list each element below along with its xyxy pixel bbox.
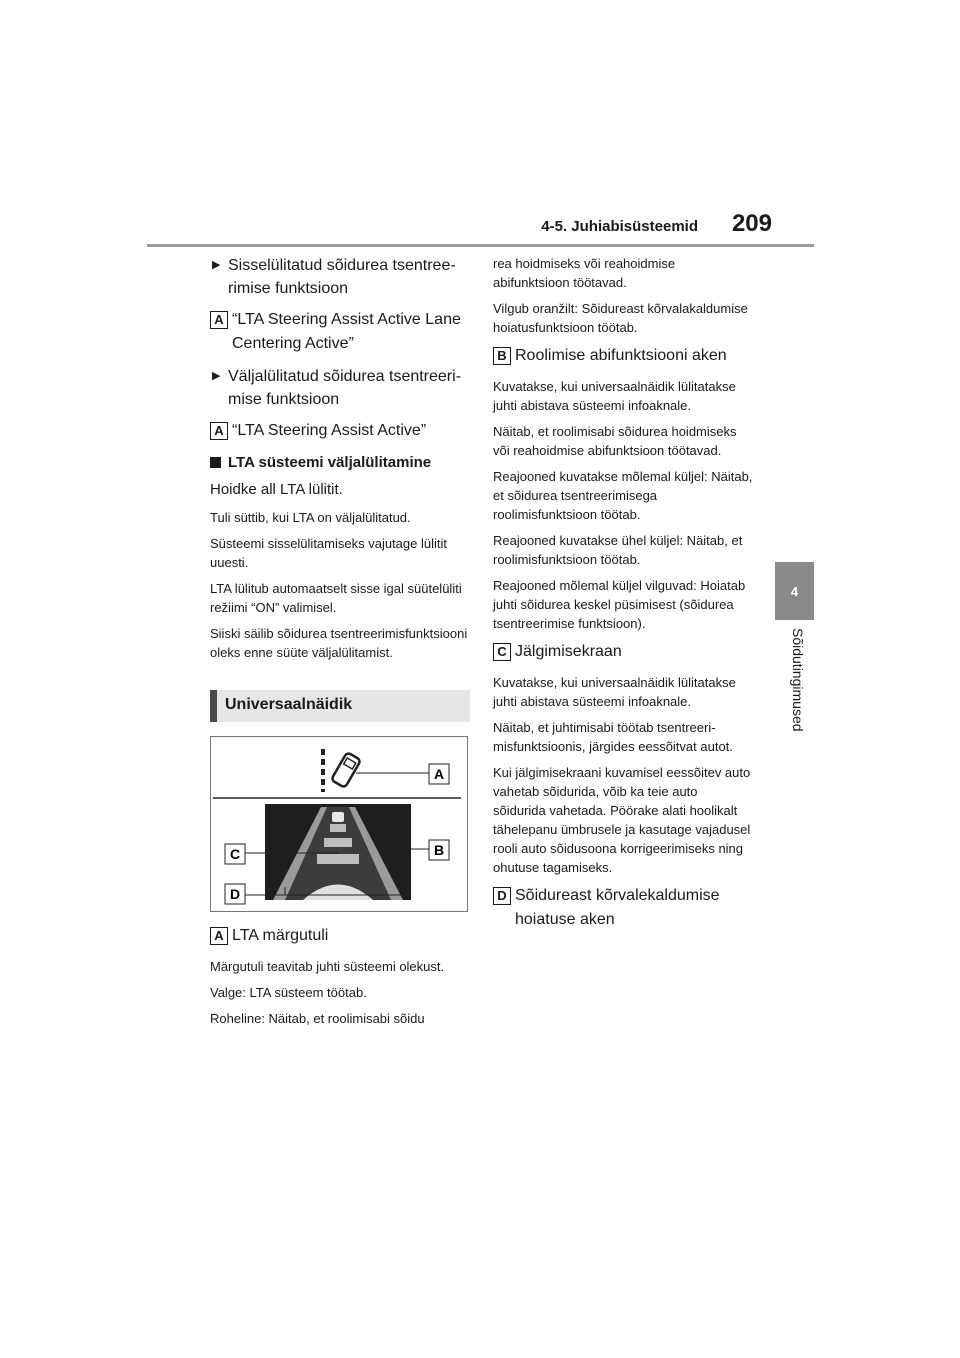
lead-car-icon xyxy=(332,812,344,822)
paragraph: Näitab, et roolimisabi sõidurea hoidmiseks või reahoidmise abifunktsioon töötavad. xyxy=(493,424,737,458)
paragraph: Näitab, et juhtimisabi töötab tsentreerimisfunktsioonis, järgides eessõitvat autot. xyxy=(493,720,733,754)
figure-label-d: D xyxy=(229,886,241,902)
paragraph: Tuli süttib, kui LTA on väljalülitatud. xyxy=(210,510,411,525)
multi-info-display-figure xyxy=(210,736,468,912)
label-badge-d: D xyxy=(493,887,511,905)
chapter-label: Sõidutingimused xyxy=(790,628,806,732)
paragraph: Reajooned kuvatakse ühel küljel: Näitab, et roolimisfunktsioon töötab. xyxy=(493,533,743,567)
right-column xyxy=(493,254,753,941)
figure-label-c: C xyxy=(229,846,241,862)
triangle-bullet-icon: ▶ xyxy=(212,370,221,382)
paragraph: Kuvatakse, kui universaalnäidik lülitatakse juhti abistava süsteemi infoaknale. xyxy=(493,379,736,413)
label-badge-c: C xyxy=(493,643,511,661)
label-badge-a: A xyxy=(210,311,228,329)
section-title: 4-5. Juhiabisüsteemid xyxy=(541,218,698,235)
label-badge-a: A xyxy=(210,422,228,440)
label-b-steering-window: B Roolimise abifunktsiooni aken xyxy=(493,344,753,368)
paragraph: Reajooned mõlemal küljel vilguvad: Hoiatab juhti sõidurea keskel püsimisest (sõidurea tsentreerimise funktsioon). xyxy=(493,578,746,631)
lane-bar-2 xyxy=(324,838,352,847)
label-a-steering: A “LTA Steering Assist Active” xyxy=(210,419,470,443)
subheading-lta-off: LTA süsteemi väljalülitamine xyxy=(210,452,470,474)
label-a-centering: A “LTA Steering Assist Active Lane Centering Active” xyxy=(210,308,470,356)
car-outline-icon xyxy=(331,752,361,788)
bullet-centering-off: ▶ Väljalülitatud sõidurea tsentreerimise funktsioon xyxy=(210,365,470,411)
label-badge-b: B xyxy=(493,347,511,365)
paragraph: Kui jälgimisekraani kuvamisel eessõitev auto vahetab sõidurida, võib ka teie auto sõidurida vahetada. Pöörake alati hoolikalt tähelepanu ümbrusele ja kasutage vajadusel rooli auto sõidusoona korrigeerimiseks ning ohutuse tagamiseks. xyxy=(493,765,751,875)
paragraph: Vilgub oranžilt: Sõidureast kõrvalakaldumise hoiatusfunktsioon töötab. xyxy=(493,301,748,335)
square-bullet-icon xyxy=(210,457,221,468)
label-a-lta-indicator: A LTA märgutuli xyxy=(210,924,470,948)
paragraph: rea hoidmiseks või reahoidmise abifunktsioon töötavad. xyxy=(493,256,676,290)
paragraph: Süsteemi sisselülitamiseks vajutage lülitit uuesti. xyxy=(210,536,447,570)
paragraph: Valge: LTA süsteem töötab. xyxy=(210,985,367,1000)
paragraph: Kuvatakse, kui universaalnäidik lülitatakse juhti abistava süsteemi infoaknale. xyxy=(493,675,736,709)
lane-bar-3 xyxy=(317,854,359,864)
page-number: 209 xyxy=(731,210,772,237)
label-d-departure-window: D Sõidureast kõrvalekaldumise hoiatuse aken xyxy=(493,884,753,932)
label-c-tracking-screen: C Jälgimisekraan xyxy=(493,640,753,664)
figure-label-a: A xyxy=(433,766,445,782)
paragraph: Reajooned kuvatakse mõlemal küljel: Näitab, et sõidurea tsentreerimisega roolimisfunktsioon töötab. xyxy=(493,469,753,522)
label-badge-a: A xyxy=(210,927,228,945)
section-heading-box: Universaalnäidik xyxy=(210,690,470,722)
instruction-text: Hoidke all LTA lülitit. xyxy=(210,481,343,498)
paragraph: LTA lülitub automaatselt sisse igal süütelüliti režiimi “ON” valimisel. xyxy=(210,581,462,615)
paragraph: Siiski säilib sõidurea tsentreerimisfunktsiooni oleks enne süüte väljalülitamist. xyxy=(210,626,468,660)
paragraph: Märgutuli teavitab juhti süsteemi olekust. xyxy=(210,959,445,974)
header-rule xyxy=(147,244,814,247)
lane-bar-1 xyxy=(330,824,346,832)
chapter-tab: 4 xyxy=(775,562,814,620)
paragraph: Roheline: Näitab, et roolimisabi sõidu xyxy=(210,1011,425,1026)
left-column xyxy=(210,254,470,1035)
page-header xyxy=(0,0,960,250)
bullet-centering-on: ▶ Sisselülitatud sõidurea tsentreerimise funktsioon xyxy=(210,254,470,300)
triangle-bullet-icon: ▶ xyxy=(212,259,221,271)
figure-label-b: B xyxy=(433,842,445,858)
display-illustration xyxy=(211,737,469,913)
